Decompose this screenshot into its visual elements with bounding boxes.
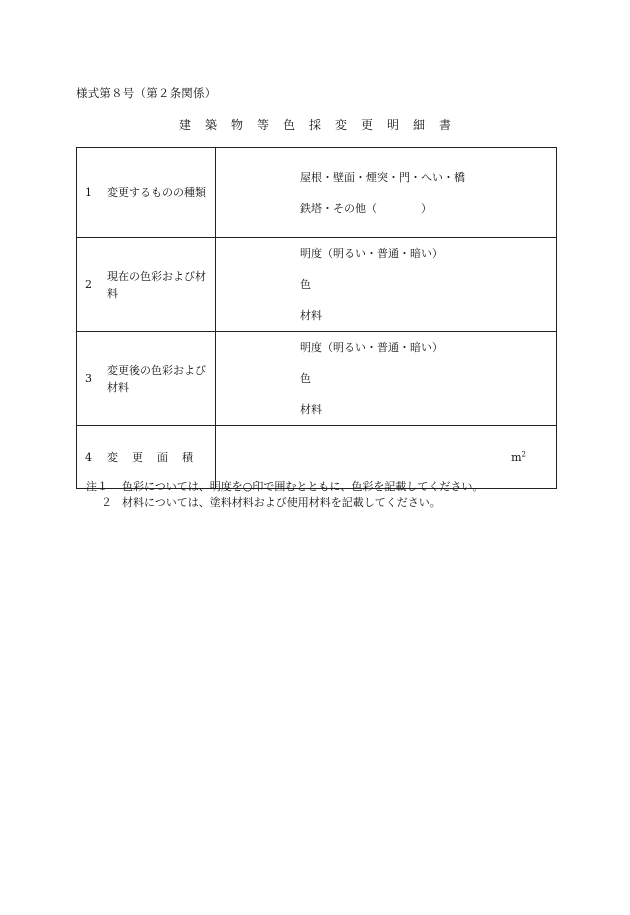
color-line: 色: [300, 372, 311, 385]
row-number: 2: [85, 278, 92, 291]
row-number: 4: [85, 450, 92, 464]
type-options-line-2: 鉄塔・その他（ ）: [300, 201, 432, 215]
current-color-value-cell[interactable]: [216, 238, 557, 332]
note-mark: ２: [101, 496, 112, 509]
note-item: [86, 495, 483, 511]
material-line: 材料: [300, 309, 322, 322]
brightness-line: 明度（明るい・普通・暗い）: [300, 247, 443, 260]
material-line: 材料: [300, 403, 322, 416]
document-title: 建築物等色採変更明細書: [178, 118, 465, 132]
table-row-new-color: [77, 332, 557, 426]
row-label-cell: [77, 238, 216, 332]
notes: [86, 479, 483, 511]
details-table: [76, 147, 557, 489]
row-label: 変更面積: [107, 450, 207, 464]
note-mark: 注１: [86, 480, 108, 493]
row-label: 現在の色彩および材料: [107, 269, 206, 300]
brightness-line: 明度（明るい・普通・暗い）: [300, 341, 443, 354]
type-value-cell[interactable]: [216, 148, 557, 238]
row-number: 3: [85, 372, 92, 385]
table-row-current-color: [77, 238, 557, 332]
note-text: 色彩については、明度を○印で囲むとともに、色彩を記載してください。: [122, 480, 484, 493]
row-label-cell: [77, 332, 216, 426]
color-line: 色: [300, 278, 311, 291]
row-label-cell: [77, 148, 216, 238]
new-color-value-cell[interactable]: [216, 332, 557, 426]
row-label: 変更後の色彩および材料: [107, 363, 206, 394]
table-row-type: [77, 148, 557, 238]
row-label: 変更するものの種類: [107, 186, 206, 199]
note-item: [86, 479, 483, 495]
area-unit: $m^2$: [511, 450, 526, 464]
row-number: 1: [85, 186, 92, 199]
form-number: 様式第８号（第２条関係）: [76, 86, 217, 100]
type-options-line-1: 屋根・壁面・煙突・門・へい・橋: [300, 170, 465, 184]
note-text: 材料については、塗料材料および使用材料を記載してください。: [122, 496, 441, 509]
